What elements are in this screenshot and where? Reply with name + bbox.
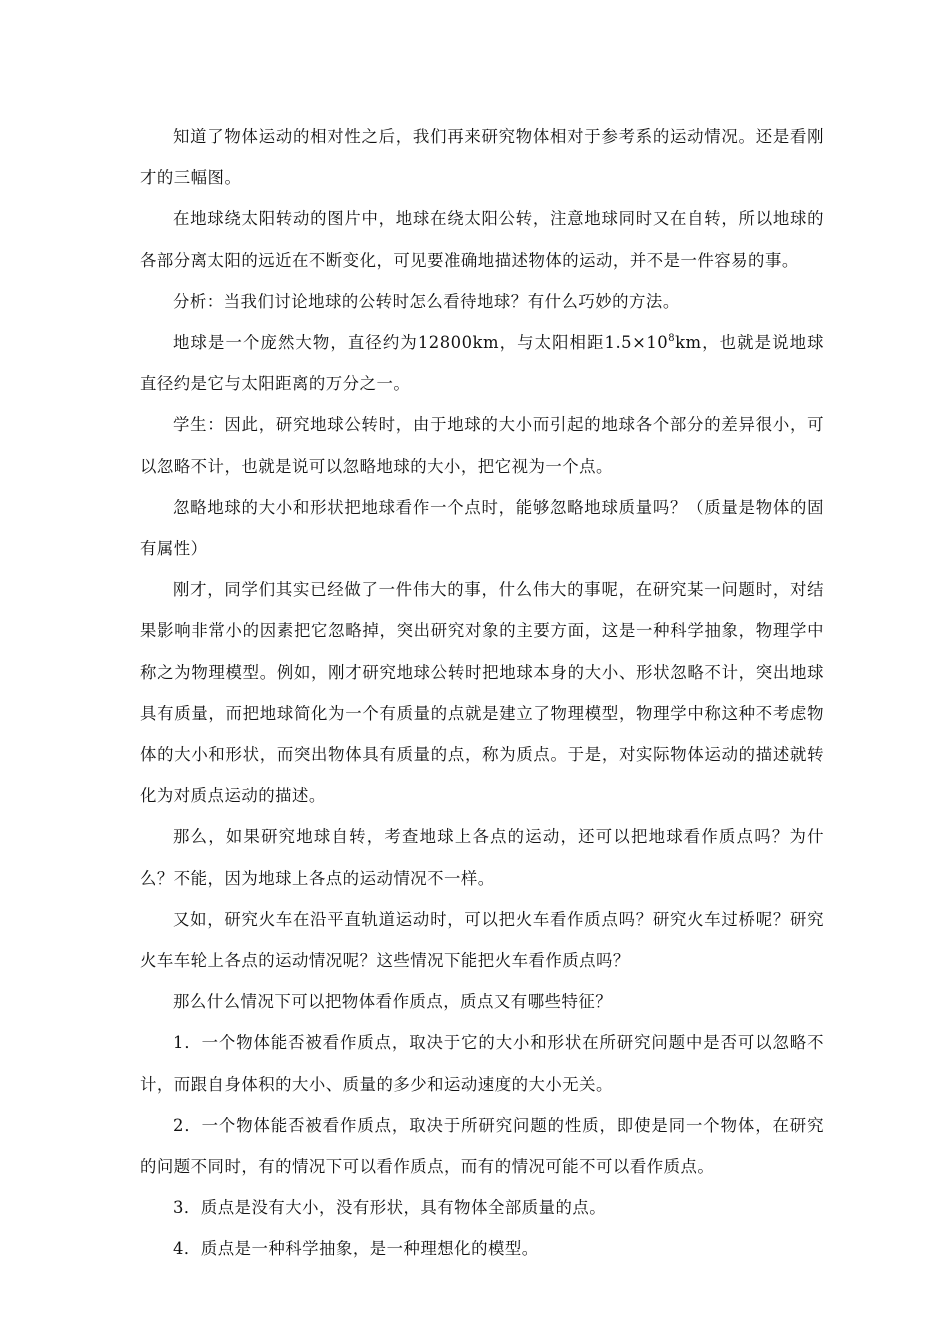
paragraph-mass-question: 忽略地球的大小和形状把地球看作一个点时，能够忽略地球质量吗？（质量是物体的固有属性） [140,497,824,559]
paragraph-earth-size [140,322,824,404]
paragraph-physical-model: 刚才，同学们其实已经做了一件伟大的事，什么伟大的事呢，在研究某一问题时，对结果影响非常小的因素把它忽略掉，突出研究对象的主要方面，这是一种科学抽象，物理学中称之为物理模型。例如，刚才研究地球公转时把地球本身的大小、形状忽略不计，突出地球具有质量，而把地球简化为一个有质量的点就是建立了物理模型，物理学中称这种不考虑物体的大小和形状，而突出物体具有质量的点，称为质点。于是，对实际物体运动的描述就转化为对质点运动的描述。 [140,580,824,806]
paragraph-earth-orbit: 在地球绕太阳转动的图片中，地球在绕太阳公转，注意地球同时又在自转，所以地球的各部分离太阳的远近在不断变化，可见要准确地描述物体的运动，并不是一件容易的事。 [140,209,824,270]
earth-size-text-start: 地球是一个庞然大物，直径约为12800km，与太阳相距1.5×10 [173,333,669,353]
document-body [140,116,824,1270]
paragraph-conditions-question: 那么什么情况下可以把物体看作质点，质点又有哪些特征？ [173,992,613,1012]
earth-size-text-end: km，也就是说地球直径约是它与太阳距离的万分之一。 [140,333,824,394]
list-item-2: 2．一个物体能否被看作质点，取决于所研究问题的性质，即使是同一个物体，在研究的问题不同时，有的情况下可以看作质点，而有的情况可能不可以看作质点。 [140,1115,824,1177]
exponent: 8 [668,333,676,345]
list-item-3: 3．质点是没有大小，没有形状，具有物体全部质量的点。 [173,1198,607,1218]
list-item-4: 4．质点是一种科学抽象，是一种理想化的模型。 [173,1239,539,1259]
paragraph-earth-rotation: 那么，如果研究地球自转，考查地球上各点的运动，还可以把地球看作质点吗？为什么？不能，因为地球上各点的运动情况不一样。 [140,827,824,888]
paragraph-student-answer: 学生：因此，研究地球公转时，由于地球的大小而引起的地球各个部分的差异很小，可以忽略不计，也就是说可以忽略地球的大小，把它视为一个点。 [140,415,824,476]
paragraph-relativity-intro: 知道了物体运动的相对性之后，我们再来研究物体相对于参考系的运动情况。还是看刚才的三幅图。 [140,127,824,188]
paragraph-train-example: 又如，研究火车在沿平直轨道运动时，可以把火车看作质点吗？研究火车过桥呢？研究火车车轮上各点的运动情况呢？这些情况下能把火车看作质点吗？ [140,909,824,971]
list-item-1: 1．一个物体能否被看作质点，取决于它的大小和形状在所研究问题中是否可以忽略不计，而跟自身体积的大小、质量的多少和运动速度的大小无关。 [140,1033,824,1094]
paragraph-analysis-question: 分析：当我们讨论地球的公转时怎么看待地球？有什么巧妙的方法。 [173,291,680,311]
